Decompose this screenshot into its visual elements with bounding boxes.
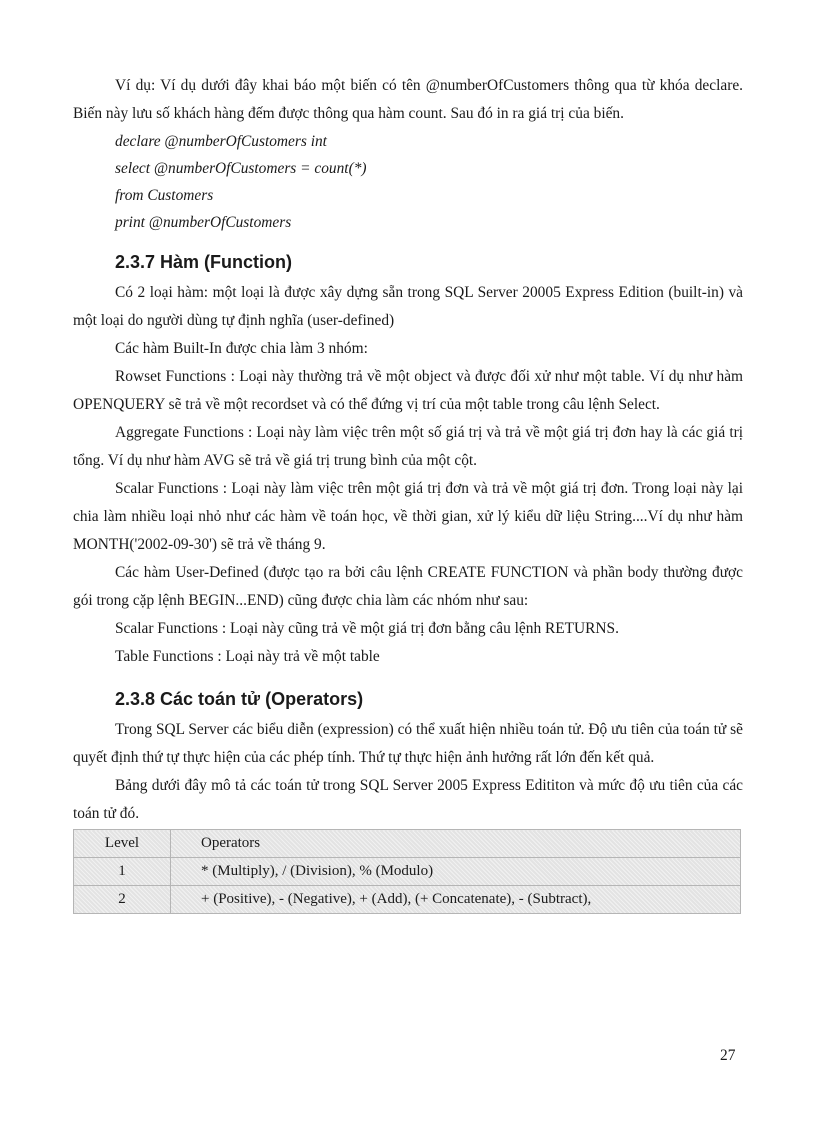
table-row xyxy=(74,858,741,886)
table-header-cell: Operators xyxy=(171,830,741,858)
code-line: declare @numberOfCustomers int xyxy=(115,133,327,150)
section-heading-function: 2.3.7 Hàm (Function) xyxy=(115,252,293,272)
table-cell: 1 xyxy=(74,858,171,886)
section-heading-operators: 2.3.8 Các toán tử (Operators) xyxy=(115,689,364,709)
paragraph: Scalar Functions : Loại này cũng trả về một giá trị đơn bằng câu lệnh RETURNS. xyxy=(115,620,619,637)
paragraph: Aggregate Functions : Loại này làm việc trên một số giá trị và trả về một giá trị đơn hay là các giá trị tổng. Ví dụ như hàm AVG sẽ trả về giá trị trung bình của một cột. xyxy=(73,424,743,469)
code-line: select @numberOfCustomers = count(*) xyxy=(115,160,367,177)
table-cell: + (Positive), - (Negative), + (Add), (+ Concatenate), - (Subtract), xyxy=(171,886,741,914)
table-cell: 2 xyxy=(74,886,171,914)
paragraph: Các hàm User-Defined (được tạo ra bởi câu lệnh CREATE FUNCTION và phần body thường được gói trong cặp lệnh BEGIN...END) cũng được chia làm các nhóm như sau: xyxy=(73,564,743,609)
paragraph: Có 2 loại hàm: một loại là được xây dựng sẵn trong SQL Server 20005 Express Edition (built-in) và một loại do người dùng tự định nghĩa (user-defined) xyxy=(73,284,743,329)
table-row xyxy=(74,886,741,914)
paragraph: Scalar Functions : Loại này làm việc trên một giá trị đơn và trả về một giá trị đơn. Trong loại này lại chia làm nhiều loại nhỏ như các hàm về toán học, về thời gian, xử lý kiểu dữ liệu String....Ví dụ như hàm MONTH('2002-09-30') sẽ trả về tháng 9. xyxy=(73,480,743,553)
table-cell: * (Multiply), / (Division), % (Modulo) xyxy=(171,858,741,886)
page-number: 27 xyxy=(720,1047,736,1064)
paragraph: Rowset Functions : Loại này thường trả về một object và được đối xử như một table. Ví dụ như hàm OPENQUERY sẽ trả về một recordset và có thể đứng vị trí của một table trong câu lệnh Select. xyxy=(73,368,743,413)
table-header-cell: Level xyxy=(74,830,171,858)
paragraph: Table Functions : Loại này trả về một table xyxy=(115,648,380,665)
paragraph: Trong SQL Server các biểu diễn (expression) có thể xuất hiện nhiều toán tử. Độ ưu tiên của toán tử sẽ quyết định thứ tự thực hiện của các phép tính. Thứ tự thực hiện ảnh hưởng rất lớn đến kết quả. xyxy=(73,721,743,766)
table-header-row xyxy=(74,830,741,858)
paragraph: Bảng dưới đây mô tả các toán tử trong SQL Server 2005 Express Edititon và mức độ ưu tiên của các toán tử đó. xyxy=(73,777,743,822)
operators-table xyxy=(73,829,741,914)
paragraph: Các hàm Built-In được chia làm 3 nhóm: xyxy=(115,340,368,357)
example-paragraph: Ví dụ: Ví dụ dưới đây khai báo một biến có tên @numberOfCustomers thông qua từ khóa declare. Biến này lưu số khách hàng đếm được thông qua hàm count. Sau đó in ra giá trị của biến. xyxy=(73,77,743,122)
code-block xyxy=(73,128,743,236)
page-content xyxy=(73,72,743,914)
code-line: print @numberOfCustomers xyxy=(115,214,292,231)
code-line: from Customers xyxy=(115,187,214,204)
